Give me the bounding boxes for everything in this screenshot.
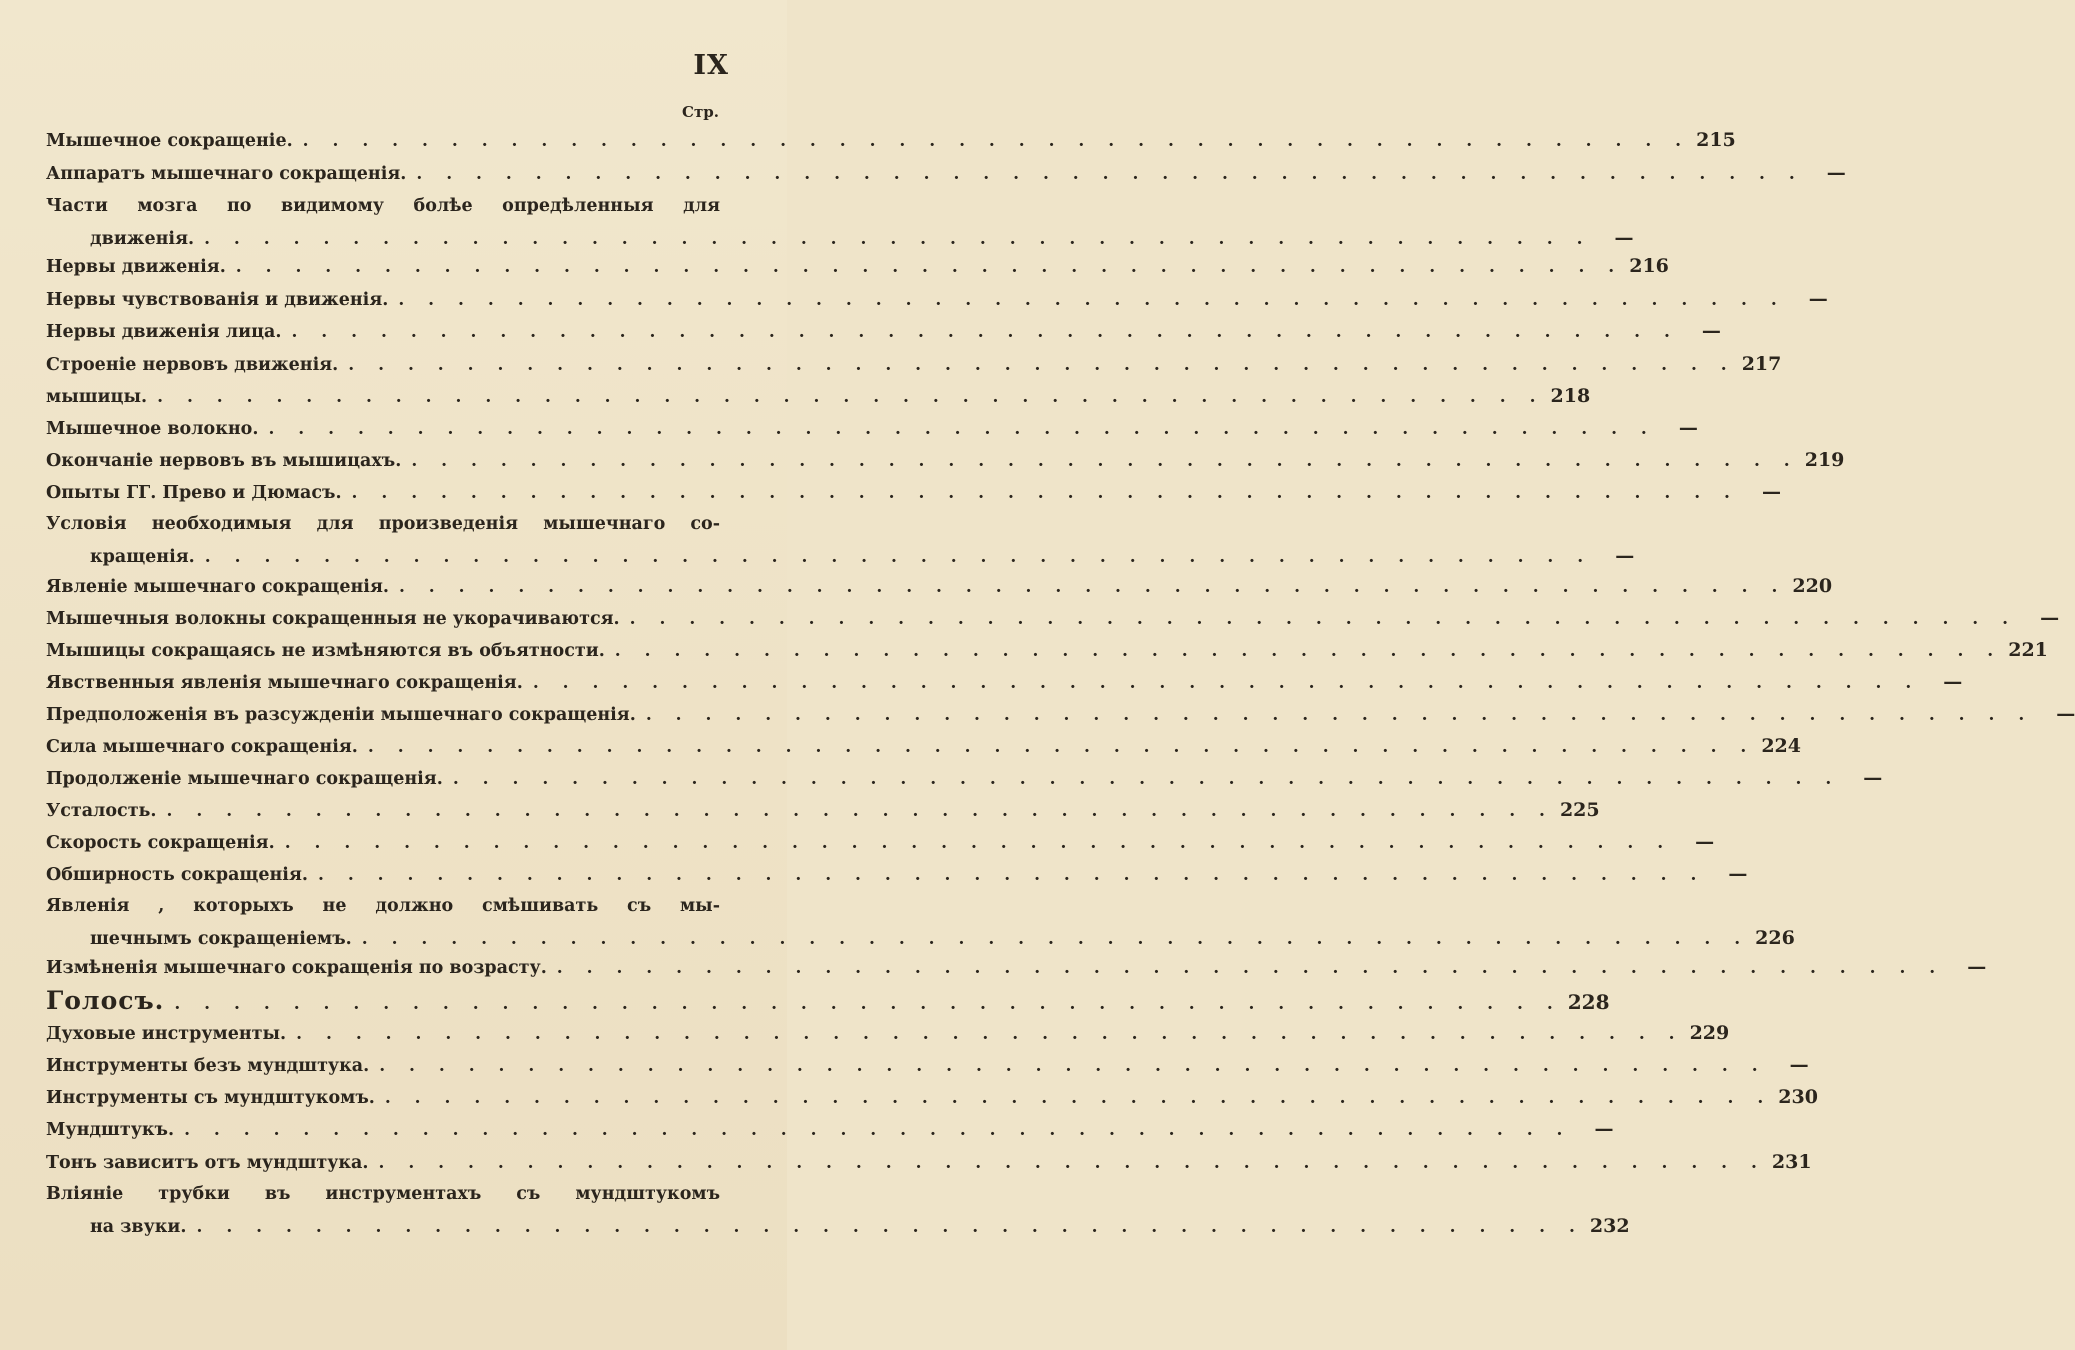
toc-entry-page: 216 [1629,255,1669,277]
toc-entry-title: Нервы движенія лица. [46,322,282,342]
toc-entry-line [46,794,1600,826]
toc-entry [46,1146,1812,1178]
toc-entry-title: Нервы движенія. [46,257,226,277]
toc-entry-title: Инструменты безъ мундштука. [46,1056,370,1076]
toc-entry-title: Мышечное волокно. [46,419,259,439]
toc-entry [46,1113,1614,1145]
toc-entry-page: — [1761,481,1781,503]
toc-entry-continuation: на звуки. [90,1217,187,1237]
toc-entry-continuation: шечнымъ сокращеніемъ. [90,929,352,949]
toc-entry-page: — [1614,227,1634,249]
toc-entry-title: Скорость сокращенія. [46,833,275,853]
toc-entry [46,762,1883,794]
toc-entry-page: — [1594,1118,1614,1140]
dot-leader: . . . . . . . . . . . . . . . . . . . . . . . . . . . . . . . . . . . . . . . . . . . . . . . [398,577,1787,597]
dot-leader: . . . . . . . . . . . . . . . . . . . . . . . . . . . . . . . . . . . . . . . . . . . . . . . [361,929,1750,949]
toc-entry [46,1017,1730,1049]
toc-entry-page: 226 [1755,927,1795,949]
dot-leader: . . . . . . . . . . . . . . . . . . . . . . . . . . . . . . . . . . . . . . . . . . . . . . . [284,833,1673,853]
dot-leader: . . . . . . . . . . . . . . . . . . . . . . . . . . . . . . . . . . . . . . . . . . . . . . . [174,994,1562,1014]
toc-entry-continuation: движенія. [90,229,195,249]
dot-leader: . . . . . . . . . . . . . . . . . . . . . . . . . . . . . . . . . . . . . . . . . . . . . . . [378,1153,1766,1173]
toc-entry-title: Мундштукъ. [46,1120,175,1140]
dot-leader: . . . . . . . . . . . . . . . . . . . . . . . . . . . . . . . . . . . . . . . . . . . . . . . [348,355,1736,375]
toc-entry-page: 221 [2008,639,2048,661]
dot-leader: . . . . . . . . . . . . . . . . . . . . . . . . . . . . . . . . . . . . . . . . . . . . . . . [291,322,1679,342]
toc-entry-title: Части мозга по видимому болѣе опредѣленныя для [46,196,720,216]
section-heading: Голосъ. [46,986,165,1015]
dot-leader: . . . . . . . . . . . . . . . . . . . . . . . . . . . . . . . . . . . . . . . . . . . . . . . [235,257,1624,277]
toc-entry [46,826,1715,858]
dot-leader: . . . . . . . . . . . . . . . . . . . . . . . . . . . . . . . . . . . . . . . . . . . . . . . [645,705,2034,725]
toc-entry-page: — [1943,671,1963,693]
toc-entry-page: — [1863,767,1883,789]
toc-entry-line [46,634,2048,666]
toc-entry-page: — [1701,320,1721,342]
toc-entry-title: Усталость. [46,801,157,821]
toc-entry [46,508,1635,572]
toc-entry-title: Аппаратъ мышечнаго сокращенія. [46,164,407,184]
toc-entry-line [46,730,1801,762]
toc-entry-title: Явственныя явленія мышечнаго сокращенія. [46,673,523,693]
toc-entry [46,951,1987,983]
toc-entry [46,1049,1809,1081]
dot-leader: . . . . . . . . . . . . . . . . . . . . . . . . . . . . . . . . . . . . . . . . . . . . . . . [296,1024,1684,1044]
toc-entry-page: — [1615,545,1635,567]
dot-leader: . . . . . . . . . . . . . . . . . . . . . . . . . . . . . . . . . . . . . . . . . . . . . . . [204,229,1592,249]
toc-entry [46,890,1795,954]
toc-entry-line [46,1017,1730,1049]
toc-entry [46,444,1845,476]
page-column-label: Стр. [682,103,719,121]
toc-entry-title: Явленія , которыхъ не должно смѣшивать съ мы- [46,896,720,916]
toc-entry-title: Мышечное сокращеніе. [46,131,293,151]
dot-leader: . . . . . . . . . . . . . . . . . . . . . . . . . . . . . . . . . . . . . . . . . . . . . . . [416,164,1804,184]
toc-entry-page: — [1678,417,1698,439]
toc-entry-line [46,1210,1630,1242]
toc-entry [46,124,1736,156]
toc-entry-line [46,1113,1614,1145]
toc-entry [46,985,1610,1017]
toc-entry-page: — [1728,863,1748,885]
toc-entry-page: — [2056,703,2075,725]
toc-entry-title: Нервы чувствованія и движенія. [46,290,389,310]
toc-entry-line [46,570,1833,602]
toc-entry-title: Вліяніе трубки въ инструментахъ съ мундштукомъ [46,1184,720,1204]
toc-entry [46,348,1782,380]
toc-entry-line [46,444,1845,476]
toc-entry-title: Предположенія въ разсужденіи мышечнаго сокращенія. [46,705,636,725]
dot-leader: . . . . . . . . . . . . . . . . . . . . . . . . . . . . . . . . . . . . . . . . . . . . . . . [204,547,1593,567]
toc-entry-title: Опыты ГГ. Прево и Дюмасъ. [46,483,342,503]
toc-entry-line [46,922,1795,954]
toc-entry-page: 231 [1771,1151,1812,1173]
toc-entry-line [46,348,1782,380]
toc-entry-line [46,283,1828,315]
toc-entry-title: Явленіе мышечнаго сокращенія. [46,577,389,597]
toc-entry-page: 230 [1778,1086,1818,1108]
toc-entry-title: Обширность сокращенія. [46,865,308,885]
dot-leader: . . . . . . . . . . . . . . . . . . . . . . . . . . . . . . . . . . . . . . . . . . . . . . . [398,290,1786,310]
toc-entry-page: 219 [1804,449,1845,471]
toc-entry-page: 229 [1689,1022,1730,1044]
toc-entry-page: — [1967,956,1987,978]
toc-entry-continuation: кращенія. [90,547,195,567]
toc-entry [46,250,1669,282]
toc-entry-line [46,315,1721,347]
dot-leader: . . . . . . . . . . . . . . . . . . . . . . . . . . . . . . . . . . . . . . . . . . . . . . . [384,1088,1773,1108]
toc-entry [46,858,1748,890]
toc-entry-page: 215 [1696,129,1736,151]
toc-entry-line [46,602,2060,634]
dot-leader: . . . . . . . . . . . . . . . . . . . . . . . . . . . . . . . . . . . . . . . . . . . . . . . [614,641,2003,661]
toc-entry-line [46,476,1781,508]
toc-entry-title: Инструменты съ мундштукомъ. [46,1088,375,1108]
toc-entry-page: — [2040,607,2060,629]
toc-entry-page: — [1789,1054,1809,1076]
toc-entry-line [46,380,1591,412]
dot-leader: . . . . . . . . . . . . . . . . . . . . . . . . . . . . . . . . . . . . . . . . . . . . . . . [157,387,1545,407]
dot-leader: . . . . . . . . . . . . . . . . . . . . . . . . . . . . . . . . . . . . . . . . . . . . . . . [556,958,1945,978]
toc-entry [46,476,1781,508]
toc-entry-title: Сила мышечнаго сокращенія. [46,737,358,757]
toc-entry-page: 220 [1792,575,1833,597]
toc-entry-page: 224 [1761,735,1801,757]
toc-entry [46,412,1698,444]
toc-entry [46,666,1963,698]
toc-entry [46,380,1591,412]
toc-entry-title: Мышечныя волокны сокращенныя не укорачиваются. [46,609,620,629]
toc-entry-line [46,540,1635,572]
dot-leader: . . . . . . . . . . . . . . . . . . . . . . . . . . . . . . . . . . . . . . . . . . . . . . . [317,865,1706,885]
dot-leader: . . . . . . . . . . . . . . . . . . . . . . . . . . . . . . . . . . . . . . . . . . . . . . . [196,1217,1584,1237]
toc-entry-page: — [1808,288,1828,310]
dot-leader: . . . . . . . . . . . . . . . . . . . . . . . . . . . . . . . . . . . . . . . . . . . . . . . [302,131,1691,151]
toc-entry-line [46,1081,1818,1113]
toc-entry [46,283,1828,315]
toc-entry-page: 218 [1550,385,1591,407]
dot-leader: . . . . . . . . . . . . . . . . . . . . . . . . . . . . . . . . . . . . . . . . . . . . . . . [452,769,1841,789]
toc-entry-title: Мышицы сокращаясь не измѣняются въ объятности. [46,641,605,661]
toc-entry-title: Условія необходимыя для произведенія мышечнаго со- [46,514,720,534]
toc-entry-page: 228 [1567,990,1610,1014]
toc-entry-line [46,698,2075,730]
toc-entry-line [46,124,1736,156]
toc-entry [46,698,2075,730]
toc-entry [46,315,1721,347]
dot-leader: . . . . . . . . . . . . . . . . . . . . . . . . . . . . . . . . . . . . . . . . . . . . . . . [268,419,1656,439]
toc-entry-line [46,1146,1812,1178]
toc-entry-line [46,666,1963,698]
toc-entry [46,157,1846,189]
toc-entry [46,794,1600,826]
dot-leader: . . . . . . . . . . . . . . . . . . . . . . . . . . . . . . . . . . . . . . . . . . . . . . . [629,609,2018,629]
toc-entry-line [46,951,1987,983]
toc-entry [46,570,1833,602]
toc-entry-title: Измѣненія мышечнаго сокращенія по возрасту. [46,958,547,978]
toc-entry [46,1081,1818,1113]
dot-leader: . . . . . . . . . . . . . . . . . . . . . . . . . . . . . . . . . . . . . . . . . . . . . . . [351,483,1739,503]
toc-entry-page: 225 [1559,799,1600,821]
toc-entry [46,1178,1630,1242]
toc-entry-title: Строеніе нервовъ движенія. [46,355,339,375]
toc-entry-title: Окончаніе нервовъ въ мышицахъ. [46,451,402,471]
toc-entry-page: 232 [1589,1215,1630,1237]
toc-entry [46,190,1634,254]
dot-leader: . . . . . . . . . . . . . . . . . . . . . . . . . . . . . . . . . . . . . . . . . . . . . . . [367,737,1756,757]
toc-entry-title: Продолженіе мышечнаго сокращенія. [46,769,443,789]
dot-leader: . . . . . . . . . . . . . . . . . . . . . . . . . . . . . . . . . . . . . . . . . . . . . . . [411,451,1799,471]
toc-entry-line [46,762,1883,794]
toc-entry-page: — [1826,162,1846,184]
toc-entry-line [46,157,1846,189]
toc-entry-page: 217 [1741,353,1782,375]
toc-entry-line [46,826,1715,858]
toc-entry-title: Духовые инструменты. [46,1024,287,1044]
toc-entry-title: мышицы. [46,387,148,407]
toc-entry-line [46,1049,1809,1081]
toc-entry-title: Тонъ зависитъ отъ мундштука. [46,1153,369,1173]
toc-entry [46,634,2048,666]
toc-entry-line [46,412,1698,444]
dot-leader: . . . . . . . . . . . . . . . . . . . . . . . . . . . . . . . . . . . . . . . . . . . . . . . [166,801,1554,821]
toc-entry [46,602,2060,634]
toc-entry [46,730,1801,762]
dot-leader: . . . . . . . . . . . . . . . . . . . . . . . . . . . . . . . . . . . . . . . . . . . . . . . [379,1056,1767,1076]
dot-leader: . . . . . . . . . . . . . . . . . . . . . . . . . . . . . . . . . . . . . . . . . . . . . . . [532,673,1921,693]
toc-entry-line [46,250,1669,282]
toc-entry-line [46,985,1610,1017]
toc-entry-line [46,858,1748,890]
toc-entry-page: — [1695,831,1715,853]
page-folio: IX [693,50,729,81]
dot-leader: . . . . . . . . . . . . . . . . . . . . . . . . . . . . . . . . . . . . . . . . . . . . . . . [184,1120,1572,1140]
